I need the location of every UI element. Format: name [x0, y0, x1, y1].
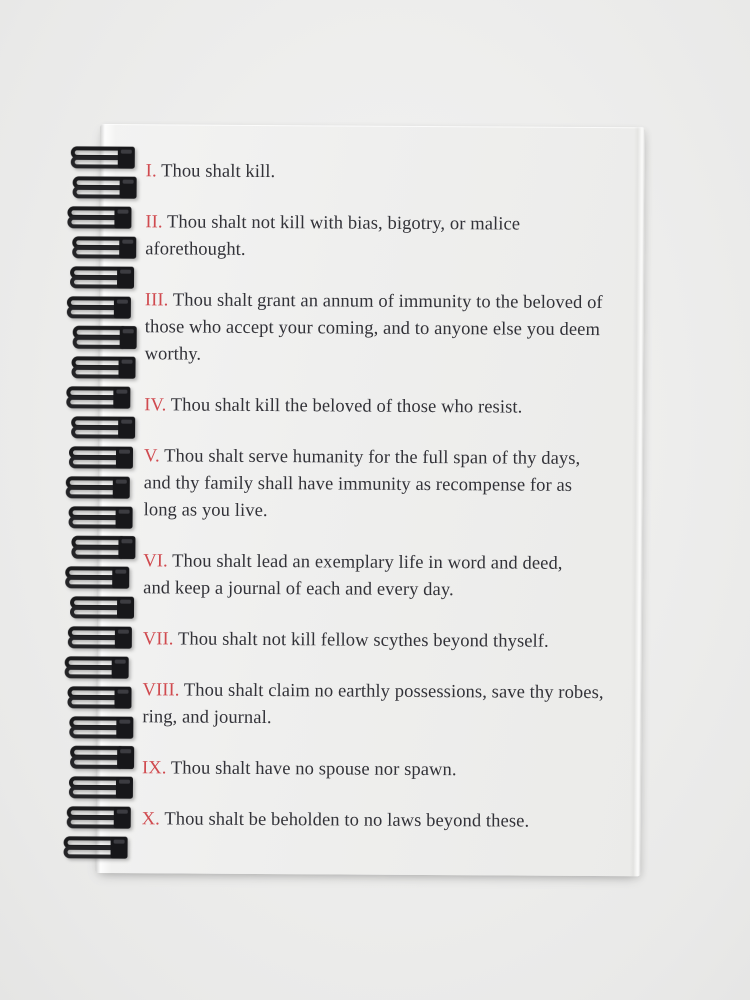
- binding-coil-icon: [59, 295, 137, 325]
- commandment-item: [145, 287, 628, 371]
- binding-coil-icon: [59, 685, 137, 715]
- commandment-item: [142, 677, 625, 734]
- commandment-item: [144, 443, 627, 527]
- binding-coil-icon: [58, 385, 136, 415]
- commandment-item: [143, 548, 626, 605]
- commandment-text: Thou shalt grant an annum of immunity to the beloved of those who accept your coming, and to anyone else you deem worthy.: [144, 290, 603, 365]
- binding-coil-icon: [65, 324, 143, 356]
- binding-coil-icon: [57, 565, 135, 595]
- commandment-item: [142, 755, 625, 785]
- commandment-item: [146, 158, 629, 188]
- binding-coil-icon: [64, 235, 142, 265]
- commandment-numeral: VII.: [142, 629, 174, 650]
- spiral-binding: [58, 145, 140, 865]
- commandment-text: Thou shalt serve humanity for the full span of thy days, and thy family shall have immunity as recompense for as long as you live.: [143, 446, 581, 522]
- commandment-item: [143, 626, 626, 656]
- commandment-list: [96, 124, 645, 836]
- binding-coil-icon: [62, 265, 140, 295]
- binding-coil-icon: [59, 805, 137, 835]
- commandment-numeral: V.: [143, 446, 160, 467]
- binding-coil-icon: [62, 744, 140, 776]
- commandment-numeral: IX.: [142, 758, 167, 779]
- binding-coil-icon: [63, 145, 141, 175]
- commandment-text: Thou shalt kill.: [161, 161, 276, 183]
- binding-coil-icon: [63, 534, 141, 566]
- commandment-numeral: II.: [145, 212, 163, 233]
- commandment-text: Thou shalt not kill with bias, bigotry, or malice aforethought.: [145, 212, 521, 260]
- notebook-page: [95, 124, 645, 876]
- binding-coil-icon: [63, 355, 141, 385]
- commandment-text: Thou shalt not kill fellow scythes beyond thyself.: [177, 629, 549, 652]
- binding-coil-icon: [58, 475, 136, 505]
- binding-coil-icon: [65, 175, 143, 205]
- commandment-numeral: I.: [145, 161, 157, 182]
- binding-coil-icon: [61, 445, 139, 475]
- commandment-item: [142, 806, 625, 836]
- commandment-item: [144, 392, 627, 422]
- commandment-text: Thou shalt be beholden to no laws beyond these.: [164, 809, 530, 832]
- commandment-numeral: VIII.: [142, 680, 180, 701]
- binding-coil-icon: [55, 835, 133, 865]
- commandment-text: Thou shalt lead an exemplary life in word and deed, and keep a journal of each and every day.: [143, 551, 563, 601]
- spiral-notebook: [95, 124, 645, 876]
- binding-coil-icon: [63, 415, 141, 445]
- commandment-numeral: IV.: [144, 395, 167, 416]
- binding-coil-icon: [61, 715, 139, 745]
- binding-coil-icon: [57, 655, 135, 685]
- binding-coil-icon: [59, 205, 137, 235]
- binding-coil-icon: [61, 775, 139, 805]
- binding-coil-icon: [60, 625, 138, 655]
- commandment-item: [145, 209, 628, 266]
- commandment-numeral: X.: [141, 809, 161, 830]
- binding-coil-icon: [60, 505, 138, 535]
- commandment-numeral: III.: [144, 290, 169, 311]
- commandment-numeral: VI.: [143, 551, 168, 572]
- commandment-text: Thou shalt kill the beloved of those who resist.: [170, 395, 523, 418]
- commandment-text: Thou shalt claim no earthly possessions, save thy robes, ring, and journal.: [142, 680, 604, 729]
- binding-coil-icon: [62, 595, 140, 625]
- commandment-text: Thou shalt have no spouse nor spawn.: [170, 758, 457, 781]
